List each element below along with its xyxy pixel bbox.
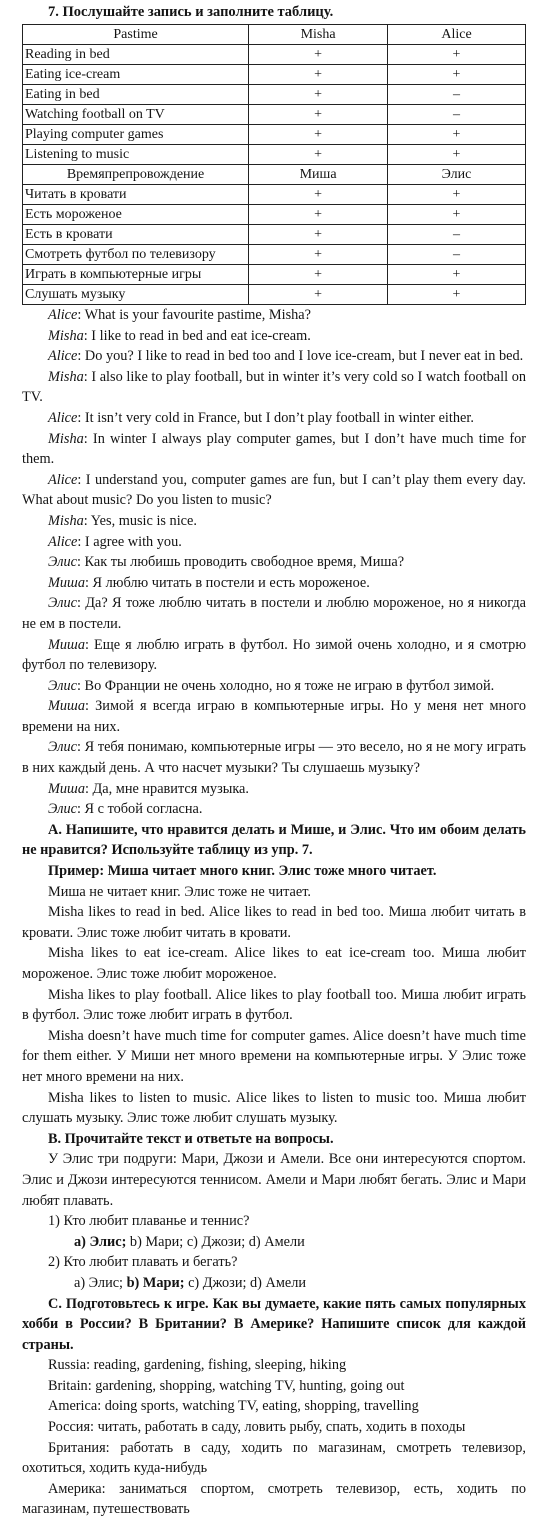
dialog-text: : Да, мне нравится музыка.: [85, 781, 249, 797]
answer-2-correct: b) Мари;: [127, 1275, 185, 1291]
table-row: [23, 185, 526, 205]
speaker-name: Misha: [48, 328, 84, 344]
speaker-name: Alice: [48, 472, 77, 488]
table-cell: +: [249, 105, 388, 125]
table-cell: +: [388, 265, 526, 285]
section-a: [22, 820, 526, 1129]
dialog-text: : Я тебя понимаю, компьютерные игры — это весело, но я не могу играть в них каждый день. А что насчет музыки? Ты слушаешь музыку?: [22, 739, 526, 776]
table-row: [23, 105, 526, 125]
answer-2-option-a: а) Элис;: [74, 1275, 127, 1291]
pastime-table: [22, 24, 526, 305]
section-b-text: У Элис три подруги: Мари, Джози и Амели. Все они интересуются спортом. Элис и Джози интересуются теннисом. Амели и Мари любят бегать. Элис и Мари любят плавать.: [22, 1149, 526, 1211]
section-a-line: Миша не читает книг. Элис тоже не читает.: [22, 882, 526, 903]
table-cell: +: [388, 205, 526, 225]
table-header-cell: Миша: [249, 165, 388, 185]
speaker-name: Миша: [48, 781, 85, 797]
table-header-row: [23, 25, 526, 45]
speaker-name: Alice: [48, 534, 77, 550]
table-header-cell: Alice: [388, 25, 526, 45]
question-1: 1) Кто любит плаванье и теннис?: [22, 1211, 526, 1232]
table-header-cell: Времяпрепровождение: [23, 165, 249, 185]
speaker-name: Alice: [48, 348, 77, 364]
section-c-line: America: doing sports, watching TV, eating, shopping, travelling: [22, 1396, 526, 1417]
dialog-text: : Yes, music is nice.: [84, 513, 197, 529]
answer-1-correct: а) Элис;: [74, 1234, 126, 1250]
table-row: [23, 285, 526, 305]
table-cell: +: [388, 185, 526, 205]
dialog-line: [22, 779, 526, 800]
dialog: [22, 305, 526, 820]
dialog-line: [22, 696, 526, 737]
table-cell: +: [249, 265, 388, 285]
table-cell: +: [249, 125, 388, 145]
table-cell: –: [388, 85, 526, 105]
speaker-name: Misha: [48, 431, 84, 447]
table-cell: +: [249, 185, 388, 205]
section-a-example: Пример: Миша читает много книг. Элис тоже много читает.: [22, 861, 526, 882]
section-a-line: Misha likes to listen to music. Alice likes to listen to music too. Миша любит слушать музыку. Элис тоже любит слушать музыку.: [22, 1088, 526, 1129]
table-header-cell: Misha: [249, 25, 388, 45]
dialog-text: : I like to read in bed and eat ice-cream.: [84, 328, 311, 344]
exercise-title: 7. Послушайте запись и заполните таблицу.: [22, 4, 526, 21]
speaker-name: Элис: [48, 678, 77, 694]
dialog-line: [22, 552, 526, 573]
table-cell: +: [388, 285, 526, 305]
dialog-line: [22, 305, 526, 326]
speaker-name: Alice: [48, 307, 77, 323]
dialog-line: [22, 346, 526, 367]
table-cell: –: [388, 105, 526, 125]
section-c-line: Британия: работать в саду, ходить по магазинам, смотреть телевизор, охотиться, ходить куда-нибудь: [22, 1438, 526, 1479]
table-cell: Есть мороженое: [23, 205, 249, 225]
table-cell: Играть в компьютерные игры: [23, 265, 249, 285]
section-c-line: Russia: reading, gardening, fishing, sleeping, hiking: [22, 1355, 526, 1376]
speaker-name: Миша: [48, 698, 85, 714]
table-cell: +: [249, 285, 388, 305]
table-header-cell: Элис: [388, 165, 526, 185]
table-cell: –: [388, 245, 526, 265]
section-c-line: Россия: читать, работать в саду, ловить рыбу, спать, ходить в походы: [22, 1417, 526, 1438]
question-2: 2) Кто любит плавать и бегать?: [22, 1252, 526, 1273]
dialog-text: : I agree with you.: [77, 534, 181, 550]
table-cell: +: [388, 145, 526, 165]
table-row: [23, 65, 526, 85]
table-cell: +: [388, 125, 526, 145]
dialog-text: : I understand you, computer games are fun, but I can’t play them every day. What about music? Do you listen to music?: [22, 472, 526, 509]
dialog-text: : Я люблю читать в постели и есть мороженое.: [85, 575, 370, 591]
answer-1: [22, 1232, 526, 1253]
dialog-line: [22, 573, 526, 594]
table-cell: Слушать музыку: [23, 285, 249, 305]
dialog-line: [22, 470, 526, 511]
speaker-name: Миша: [48, 637, 85, 653]
table-cell: Eating ice-cream: [23, 65, 249, 85]
dialog-line: [22, 593, 526, 634]
table-row: [23, 145, 526, 165]
table-cell: +: [249, 45, 388, 65]
speaker-name: Элис: [48, 595, 77, 611]
speaker-name: Элис: [48, 801, 77, 817]
dialog-line: [22, 676, 526, 697]
section-c-heading: С. Подготовьтесь к игре. Как вы думаете, какие пять самых популярных хобби в России? В Британии? В Америке? Напишите список для каждой страны.: [22, 1294, 526, 1356]
dialog-text: : Я с тобой согласна.: [77, 801, 202, 817]
dialog-text: : Да? Я тоже люблю читать в постели и люблю мороженое, но я никогда не ем в постели.: [22, 595, 526, 632]
dialog-text: : What is your favourite pastime, Misha?: [77, 307, 311, 323]
table-header-row: [23, 165, 526, 185]
section-b: [22, 1129, 526, 1294]
dialog-text: : It isn’t very cold in France, but I don’t play football in winter either.: [77, 410, 474, 426]
dialog-line: [22, 429, 526, 470]
table-row: [23, 205, 526, 225]
table-row: [23, 125, 526, 145]
speaker-name: Элис: [48, 554, 77, 570]
dialog-line: [22, 799, 526, 820]
answer-1-options: b) Мари; c) Джози; d) Амели: [126, 1234, 304, 1250]
table-cell: Смотреть футбол по телевизору: [23, 245, 249, 265]
dialog-line: [22, 511, 526, 532]
table-row: [23, 225, 526, 245]
dialog-text: : Еще я люблю играть в футбол. Но зимой очень холодно, и я смотрю футбол по телевизору.: [22, 637, 526, 674]
table-cell: –: [388, 225, 526, 245]
table-cell: +: [249, 205, 388, 225]
table-cell: Читать в кровати: [23, 185, 249, 205]
section-a-line: Misha likes to read in bed. Alice likes to read in bed too. Миша любит читать в кровати. Элис тоже любит читать в кровати.: [22, 902, 526, 943]
section-a-line: Misha doesn’t have much time for computer games. Alice doesn’t have much time for them either. У Миши нет много времени на компьютерные игры. У Элис тоже нет много времени на них.: [22, 1026, 526, 1088]
section-c-line: Britain: gardening, shopping, watching TV, hunting, going out: [22, 1376, 526, 1397]
table-row: [23, 85, 526, 105]
dialog-line: [22, 367, 526, 408]
table-header-cell: Pastime: [23, 25, 249, 45]
table-row: [23, 45, 526, 65]
table-row: [23, 245, 526, 265]
dialog-text: : Во Франции не очень холодно, но я тоже не играю в футбол зимой.: [77, 678, 494, 694]
table-cell: +: [249, 245, 388, 265]
dialog-line: [22, 326, 526, 347]
table-row: [23, 265, 526, 285]
answer-2: [22, 1273, 526, 1294]
section-a-heading: А. Напишите, что нравится делать и Мише, и Элис. Что им обоим делать не нравится? Используйте таблицу из упр. 7.: [22, 820, 526, 861]
dialog-line: [22, 737, 526, 778]
table-cell: +: [388, 65, 526, 85]
dialog-text: : Как ты любишь проводить свободное время, Миша?: [77, 554, 404, 570]
dialog-text: : Зимой я всегда играю в компьютерные игры. Но у меня нет много времени на них.: [22, 698, 526, 735]
speaker-name: Misha: [48, 513, 84, 529]
table-cell: Reading in bed: [23, 45, 249, 65]
dialog-line: [22, 532, 526, 553]
speaker-name: Миша: [48, 575, 85, 591]
table-cell: +: [249, 85, 388, 105]
section-c: [22, 1294, 526, 1520]
section-c-line: Америка: заниматься спортом, смотреть телевизор, есть, ходить по магазинам, путешествовать: [22, 1479, 526, 1520]
table-cell: Eating in bed: [23, 85, 249, 105]
dialog-text: : I also like to play football, but in winter it’s very cold so I watch football on TV.: [22, 369, 526, 406]
table-cell: +: [249, 225, 388, 245]
answer-2-options: c) Джози; d) Амели: [185, 1275, 307, 1291]
table-cell: Watching football on TV: [23, 105, 249, 125]
dialog-text: : Do you? I like to read in bed too and I love ice-cream, but I never eat in bed.: [77, 348, 523, 364]
table-cell: Playing computer games: [23, 125, 249, 145]
table-cell: +: [388, 45, 526, 65]
speaker-name: Элис: [48, 739, 77, 755]
speaker-name: Alice: [48, 410, 77, 426]
section-a-line: Misha likes to eat ice-cream. Alice likes to eat ice-cream too. Миша любит мороженое. Элис тоже любит мороженое.: [22, 943, 526, 984]
dialog-line: [22, 635, 526, 676]
table-cell: +: [249, 145, 388, 165]
speaker-name: Misha: [48, 369, 84, 385]
section-a-line: Misha likes to play football. Alice likes to play football too. Миша любит играть в футбол. Элис тоже любит играть в футбол.: [22, 985, 526, 1026]
section-b-heading: В. Прочитайте текст и ответьте на вопросы.: [22, 1129, 526, 1150]
table-cell: +: [249, 65, 388, 85]
dialog-text: : In winter I always play computer games, but I don’t have much time for them.: [22, 431, 526, 468]
table-cell: Listening to music: [23, 145, 249, 165]
table-cell: Есть в кровати: [23, 225, 249, 245]
dialog-line: [22, 408, 526, 429]
